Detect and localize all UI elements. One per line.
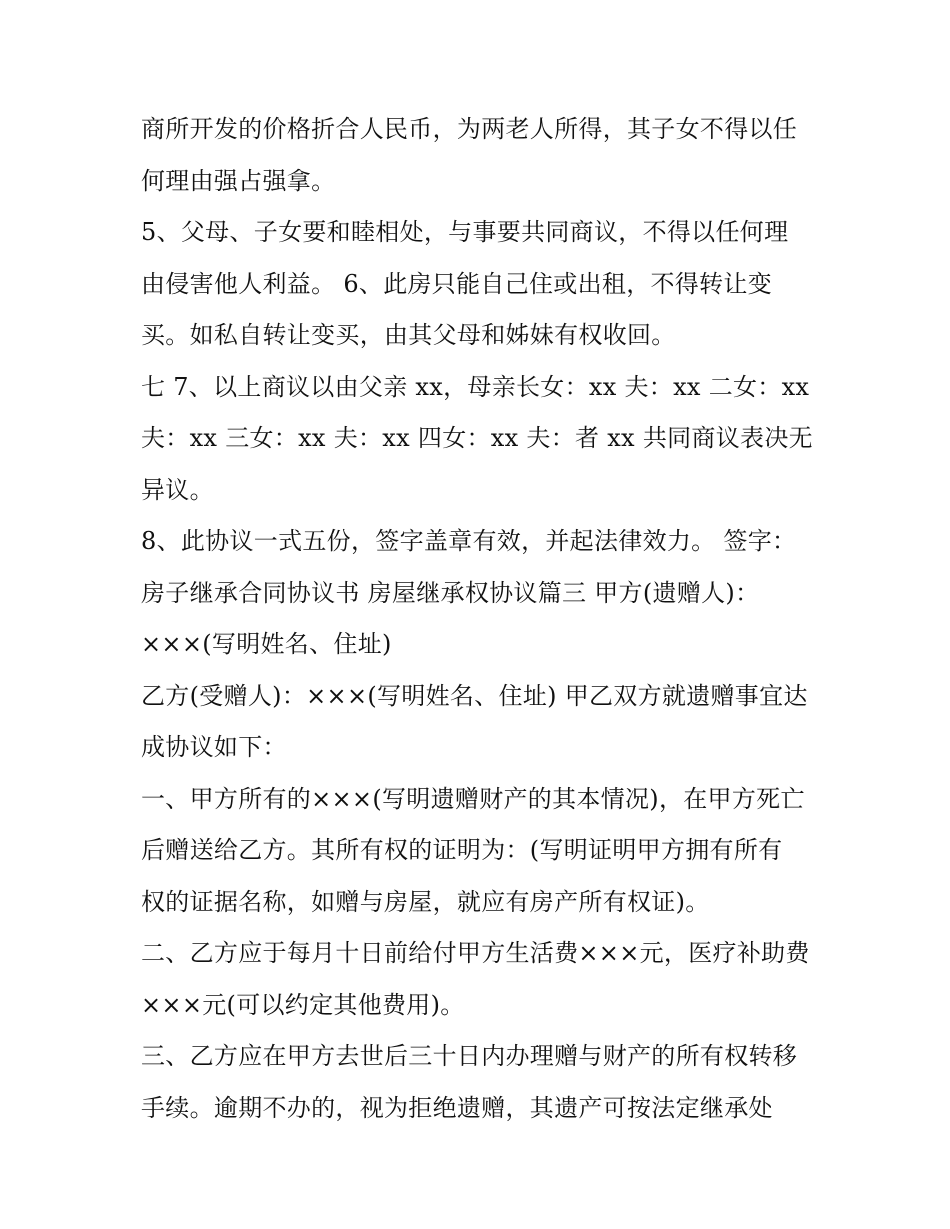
text-line: 异议。 — [141, 475, 214, 504]
text-line: 5、父母、子女要和睦相处，与事要共同商议，不得以任何理 — [141, 218, 789, 246]
text-line: 权的证据名称，如赠与房屋，就应有房产所有权证)。 — [141, 887, 710, 916]
text-line: 成协议如下： — [141, 733, 287, 761]
text-line: 买。如私自转让变买，由其父母和姊妹有权收回。 — [141, 321, 676, 349]
text-line: 七 7、以上商议以由父亲 xx，母亲长女：xx 夫：xx 二女：xx — [141, 372, 810, 401]
text-line: 由侵害他人利益。 6、此房只能自己住或出租，不得转让变 — [141, 269, 772, 298]
text-line: ×××(写明姓名、住址) — [141, 630, 392, 658]
text-line: 乙方(受赠人)：×××(写明姓名、住址) 甲乙双方就遗赠事宜达 — [141, 681, 808, 710]
document-body — [141, 104, 821, 1134]
text-line: 8、此协议一式五份，签字盖章有效，并起法律效力。 签字： — [141, 527, 797, 555]
text-line: 一、甲方所有的×××(写明遗赠财产的其本情况)，在甲方死亡 — [141, 784, 805, 813]
text-line: 房子继承合同协议书 房屋继承权协议篇三 甲方(遗赠人)： — [141, 578, 760, 607]
text-line: 夫：xx 三女：xx 夫：xx 四女：xx 夫：者 xx 共同商议表决无 — [141, 424, 813, 452]
text-line: 手续。逾期不办的，视为拒绝遗赠，其遗产可按法定继承处 — [141, 1093, 773, 1122]
text-line: 何理由强占强拿。 — [141, 166, 336, 195]
text-line: 二、乙方应于每月十日前给付甲方生活费×××元，医疗补助费 — [141, 939, 810, 967]
text-line: 商所开发的价格折合人民币，为两老人所得，其子女不得以任 — [141, 115, 798, 143]
text-line: 三、乙方应在甲方去世后三十日内办理赠与财产的所有权转移 — [141, 1042, 798, 1070]
text-line: ×××元(可以约定其他费用)。 — [141, 990, 465, 1019]
text-line: 后赠送给乙方。其所有权的证明为：(写明证明甲方拥有所有 — [141, 836, 783, 864]
